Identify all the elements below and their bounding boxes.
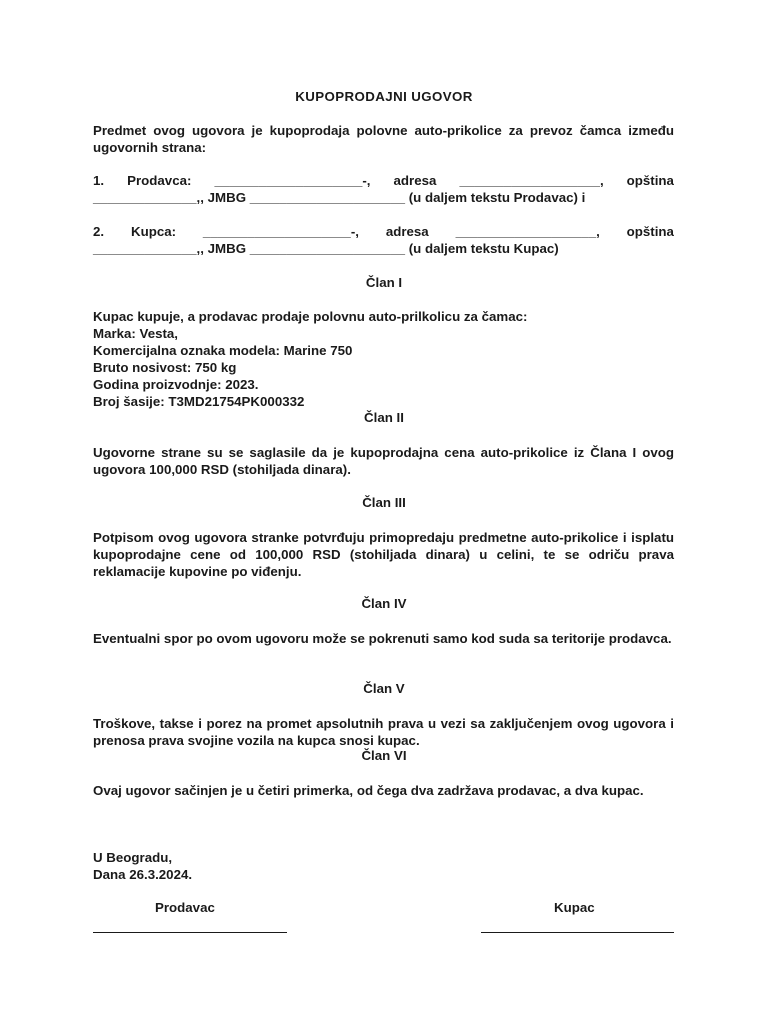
seller-line-2: ______________,, JMBG _____________________ (u daljem tekstu Prodavac) i bbox=[93, 190, 586, 205]
article-3-text: Potpisom ovog ugovora stranke potvrđuju primopredaju predmetne auto-prikolice i isplatu kupoprodajne cene od 100,000 RSD (stohiljada dinara) u celini, te se odriču prava reklamacije kupovine po viđenju. bbox=[93, 530, 674, 579]
article-5-text: Troškove, takse i porez na promet apsolutnih prava u vezi sa zaključenjem ovog ugovora i prenosa prava svojine vozila na kupca snosi kupac. bbox=[93, 716, 674, 748]
buyer-signature-label: Kupac bbox=[554, 900, 595, 915]
article-5-heading: Član V bbox=[363, 681, 405, 696]
article-1-heading: Član I bbox=[365, 275, 403, 290]
article-2-heading: Član II bbox=[364, 410, 404, 425]
intro-paragraph: Predmet ovog ugovora je kupoprodaja polovne auto-prikolice za prevoz čamca između ugovornih strana: bbox=[93, 123, 674, 155]
buyer-signature-line bbox=[481, 932, 674, 933]
article-4-heading: Član IV bbox=[361, 596, 407, 611]
buyer-address-label: adresa bbox=[385, 224, 429, 239]
article-6-text: Ovaj ugovor sačinjen je u četiri primerka, od čega dva zadržava prodavac, a dva kupac. bbox=[93, 783, 644, 798]
article-1-year: Godina proizvodnje: 2023. bbox=[93, 377, 259, 392]
seller-signature-label: Prodavac bbox=[155, 900, 215, 915]
seller-number: 1. bbox=[93, 173, 105, 188]
document-title: KUPOPRODAJNI UGOVOR bbox=[295, 89, 473, 104]
seller-signature-line bbox=[93, 932, 287, 933]
article-1-chassis: Broj šasije: T3MD21754PK000332 bbox=[93, 394, 305, 409]
article-1-brand: Marka: Vesta, bbox=[93, 326, 179, 341]
article-6-heading: Član VI bbox=[361, 748, 407, 763]
seller-line-1 bbox=[93, 173, 674, 188]
signing-date: Dana 26.3.2024. bbox=[93, 867, 193, 882]
buyer-number: 2. bbox=[93, 224, 105, 239]
buyer-line-2: ______________,, JMBG _____________________ (u daljem tekstu Kupac) bbox=[93, 241, 559, 256]
buyer-label: Kupca: bbox=[130, 224, 177, 239]
signing-place: U Beogradu, bbox=[93, 850, 173, 865]
seller-label: Prodavca: bbox=[127, 173, 192, 188]
buyer-address-blank: ___________________, bbox=[455, 224, 600, 239]
article-3-heading: Član III bbox=[362, 495, 406, 510]
seller-municipality-label: opština bbox=[626, 173, 674, 188]
article-1-capacity: Bruto nosivost: 750 kg bbox=[93, 360, 237, 375]
buyer-line-1 bbox=[93, 224, 674, 239]
article-1-model: Komercijalna oznaka modela: Marine 750 bbox=[93, 343, 353, 358]
buyer-name-blank: ____________________-, bbox=[202, 224, 359, 239]
article-1-intro: Kupac kupuje, a prodavac prodaje polovnu auto-prilkolicu za čamac: bbox=[93, 309, 528, 324]
article-2-text: Ugovorne strane su se saglasile da je kupoprodajna cena auto-prikolice iz Člana I ovog ugovora 100,000 RSD (stohiljada dinara). bbox=[93, 445, 674, 477]
buyer-municipality-label: opština bbox=[626, 224, 674, 239]
seller-address-blank: ___________________, bbox=[459, 173, 604, 188]
seller-address-label: adresa bbox=[393, 173, 437, 188]
article-4-text: Eventualni spor po ovom ugovoru može se pokrenuti samo kod suda sa teritorije prodavca. bbox=[93, 631, 672, 646]
seller-name-blank: ____________________-, bbox=[214, 173, 371, 188]
